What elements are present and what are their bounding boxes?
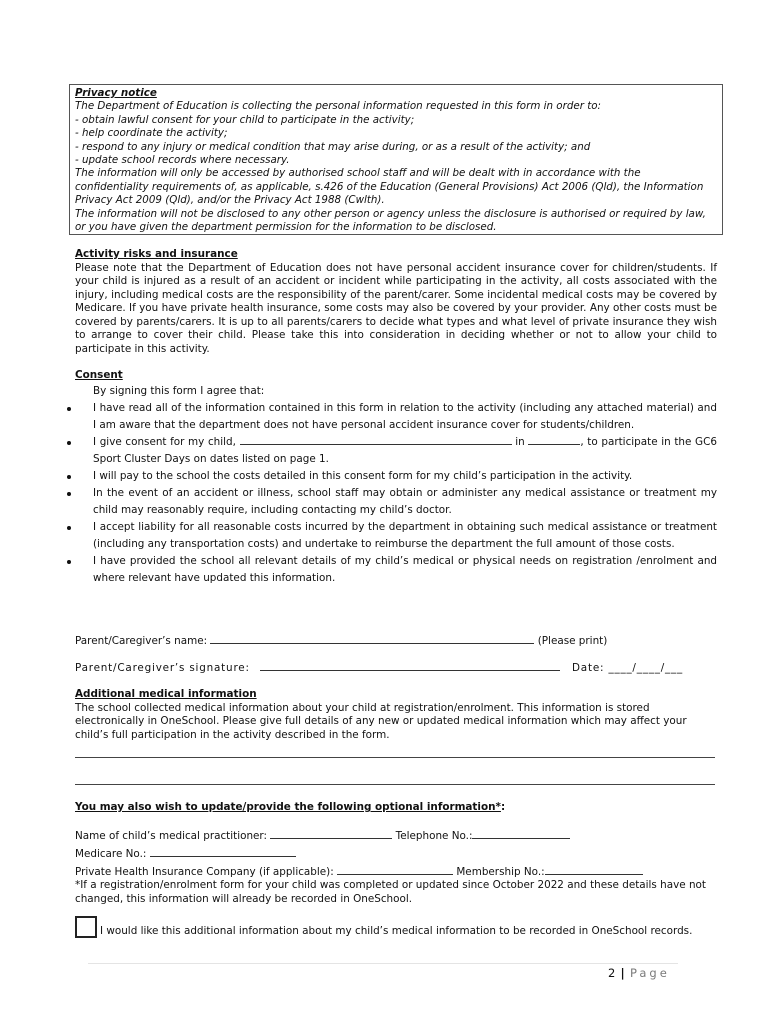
consent-bullet: I accept liability for all reasonable costs incurred by the department in obtaining such medical assistance or treatment (including any transportation costs) and undertake to reimburse the department the full amount of those costs. bbox=[75, 519, 717, 553]
privacy-notice-title: Privacy notice bbox=[75, 87, 157, 99]
consent-bullet: I have provided the school all relevant details of my child’s medical or physical needs on registration /enrolment and where relevant have updated this information. bbox=[75, 553, 717, 587]
consent-bullet: In the event of an accident or illness, school staff may obtain or administer any medical assistance or treatment my child may reasonably require, including contacting my child’s doctor. bbox=[75, 485, 717, 519]
practitioner-row bbox=[75, 829, 717, 843]
privacy-item: - obtain lawful consent for your child to participate in the activity; bbox=[75, 113, 415, 126]
medical-title: Additional medical information bbox=[75, 688, 257, 700]
caregiver-signature-row bbox=[75, 661, 717, 675]
insurance-label: Private Health Insurance Company (if applicable): bbox=[75, 866, 334, 878]
practitioner-label: Name of child’s medical practitioner: bbox=[75, 830, 268, 842]
caregiver-name-row bbox=[75, 634, 717, 648]
footer-divider bbox=[88, 963, 678, 964]
caregiver-signature-label: Parent/Caregiver’s signature: bbox=[75, 662, 250, 674]
medicare-label: Medicare No.: bbox=[75, 848, 147, 860]
membership-label: Membership No.: bbox=[456, 866, 545, 878]
consent-title: Consent bbox=[75, 369, 123, 381]
child-name-field[interactable] bbox=[240, 435, 512, 445]
consent-list bbox=[75, 400, 717, 587]
telephone-field[interactable] bbox=[472, 829, 570, 839]
privacy-notice-box bbox=[69, 84, 723, 235]
footer-separator: | bbox=[620, 966, 626, 980]
medicare-field[interactable] bbox=[150, 847, 296, 857]
optional-title: You may also wish to update/provide the following optional information* bbox=[75, 801, 501, 813]
risks-body: Please note that the Department of Education does not have personal accident insurance cover for children/students. If your child is injured as a result of an accident or incident while participating in the activity, all costs associated with the injury, including medical costs are the responsibility of the parent/carer. Some incidental medical costs may be covered by Medicare. If you have private health insurance, some costs may also be covered by your provider. Any other costs must be covered by parents/carers. It is up to all parents/carers to decide what types and what level of private insurance they wish to arrange to cover their child. Please take this into consideration in deciding whether or not to allow your child to participate in this activity. bbox=[75, 261, 717, 355]
privacy-item: - help coordinate the activity; bbox=[75, 127, 228, 140]
insurance-row bbox=[75, 865, 717, 879]
consent-intro: By signing this form I agree that: bbox=[93, 384, 265, 397]
practitioner-field[interactable] bbox=[270, 829, 392, 839]
consent-section bbox=[75, 369, 717, 587]
medical-section bbox=[75, 688, 717, 742]
privacy-item: - update school records where necessary. bbox=[75, 154, 290, 167]
privacy-paragraph: The information will only be accessed by authorised school staff and will be dealt with in accordance with the confidentiality requirements of, as applicable, s.426 of the Education (General Provisions) Act 2006 (Qld), the Information Privacy Act 2009 (Qld), and/or the Privacy Act 1988 (Cwlth). bbox=[75, 167, 704, 207]
caregiver-signature-field[interactable] bbox=[260, 661, 560, 671]
insurance-field[interactable] bbox=[337, 865, 453, 875]
date-field[interactable]: ____/____/___ bbox=[608, 662, 684, 674]
medical-info-line[interactable] bbox=[75, 784, 715, 785]
consent-bullet: I will pay to the school the costs detailed in this consent form for my child’s participation in the activity. bbox=[75, 468, 717, 485]
date-label: Date: bbox=[572, 662, 605, 674]
risks-section bbox=[75, 248, 717, 356]
please-print-label: (Please print) bbox=[537, 635, 608, 647]
consent-bullet: I give consent for my child, in , to participate in the GC6 Sport Cluster Days on dates listed on page 1. bbox=[75, 434, 717, 468]
privacy-item: - respond to any injury or medical condition that may arise during, or as a result of the activity; and bbox=[75, 140, 591, 153]
risks-title: Activity risks and insurance bbox=[75, 248, 238, 260]
telephone-label: Telephone No.: bbox=[395, 830, 473, 842]
privacy-paragraph: The information will not be disclosed to any other person or agency unless the disclosure is authorised or required by law, or you have given the department permission for the information to be disclosed. bbox=[75, 207, 706, 234]
privacy-intro: The Department of Education is collecting the personal information requested in this form in order to: bbox=[75, 100, 602, 113]
optional-title-row: You may also wish to update/provide the following optional information*: bbox=[75, 801, 506, 813]
class-field[interactable] bbox=[528, 435, 580, 445]
caregiver-name-label: Parent/Caregiver’s name: bbox=[75, 635, 208, 647]
page-footer bbox=[608, 966, 670, 980]
page-word: Page bbox=[629, 966, 670, 980]
optional-note: *If a registration/enrolment form for your child was completed or updated since October 2022 and these details have not changed, this information will already be recorded in OneSchool. bbox=[75, 879, 706, 905]
caregiver-name-field[interactable] bbox=[210, 634, 534, 644]
page-number: 2 bbox=[608, 966, 617, 980]
consent-bullet: I have read all of the information contained in this form in relation to the activity (including any attached material) and I am aware that the department does not have personal accident insurance cover for students/children. bbox=[75, 400, 717, 434]
medicare-row bbox=[75, 847, 717, 861]
membership-field[interactable] bbox=[545, 865, 643, 875]
checkbox-label: I would like this additional information about my child’s medical information to be recorded in OneSchool records. bbox=[100, 925, 693, 937]
medical-body: The school collected medical information about your child at registration/enrolment. This information is stored electronically in OneSchool. Please give full details of any new or updated medical information which may affect your child’s full participation in the activity described in the form. bbox=[75, 701, 687, 741]
medical-info-line[interactable] bbox=[75, 757, 715, 758]
